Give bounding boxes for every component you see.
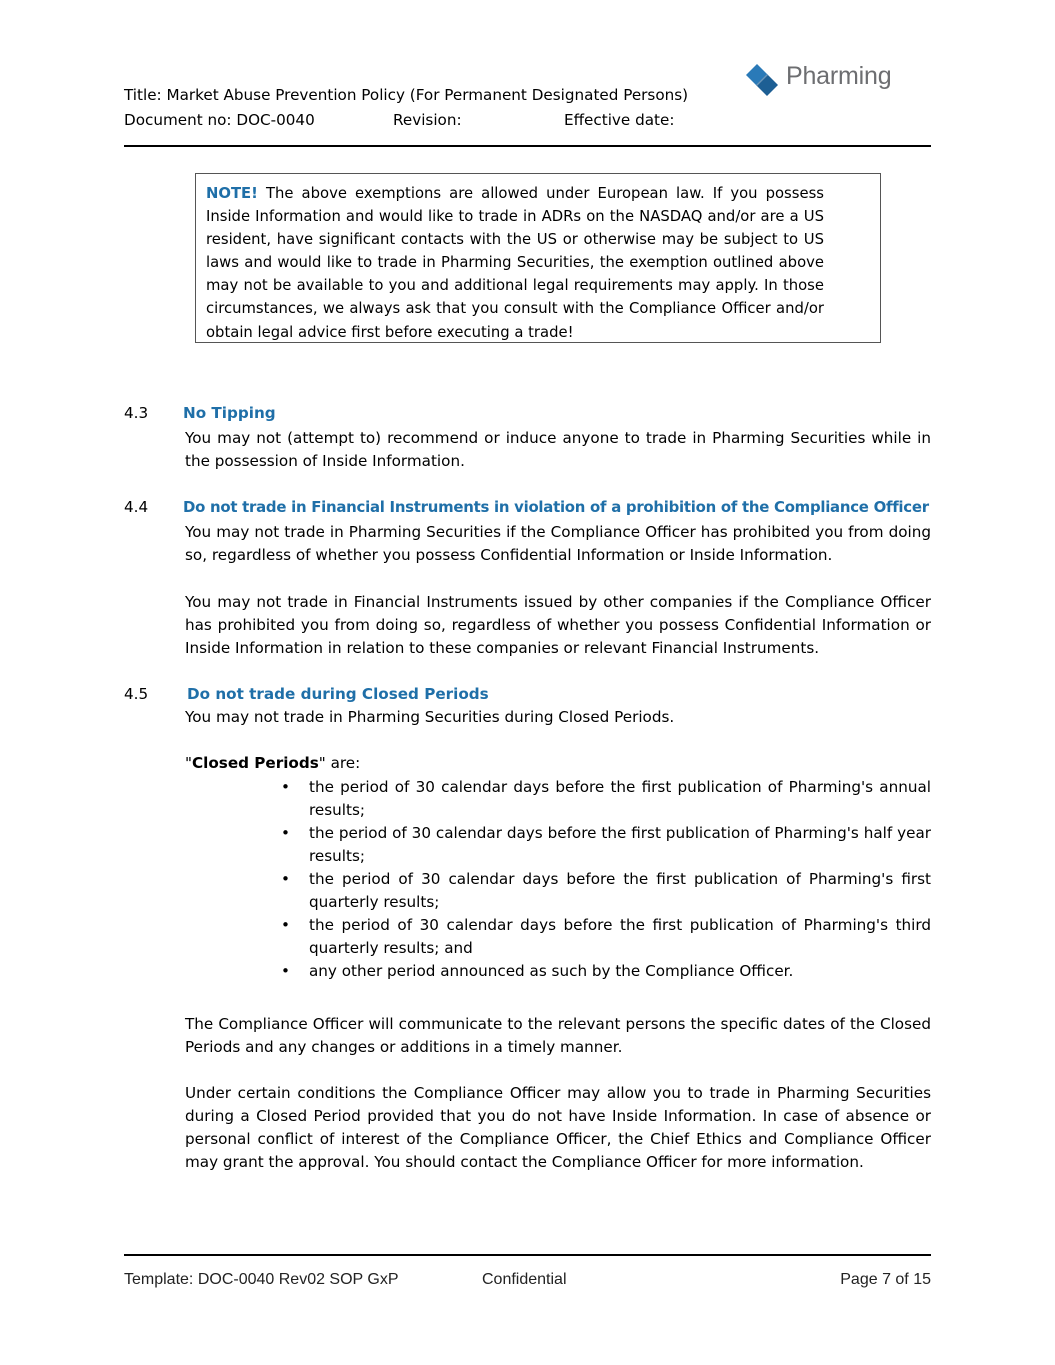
section-number-4-5: 4.5 <box>124 685 149 703</box>
section-number-4-4: 4.4 <box>124 498 149 516</box>
paragraph-4-5-a: You may not trade in Pharming Securities during Closed Periods. <box>185 708 675 726</box>
list-item: • the period of 30 calendar days before the first publication of Pharming's first quarterly results; <box>281 870 931 911</box>
note-text: The above exemptions are allowed under European law. If you possess Inside Information and would like to trade in ADRs on the NASDAQ and/or are a US resident, have significant contacts with the US or otherwise may be subject to US laws and would like to trade in Pharming Securities, the exemption outlined above may not be available to you and additional legal requirements may apply. In those circumstances, we always ask that you consult with the Compliance Officer and/or obtain legal advice first before executing a trade! <box>206 185 824 341</box>
section-number-4-3: 4.3 <box>124 404 149 422</box>
note-box <box>195 173 881 343</box>
list-item: • the period of 30 calendar days before the first publication of Pharming's half year results; <box>281 824 931 865</box>
bullet-icon: • <box>281 962 290 980</box>
quote-close: " are: <box>318 754 361 772</box>
paragraph-4-3: You may not (attempt to) recommend or induce anyone to trade in Pharming Securities while in the possession of Inside Information. <box>185 429 931 470</box>
bullet-icon: • <box>281 870 290 888</box>
closed-periods-list <box>185 776 931 983</box>
document-title: Title: Market Abuse Prevention Policy (For Permanent Designated Persons) <box>124 86 689 104</box>
section-title-closed-periods: Do not trade during Closed Periods <box>187 685 489 703</box>
list-item: • any other period announced as such by the Compliance Officer. <box>185 960 931 983</box>
quote-open: " <box>185 754 192 772</box>
footer-divider <box>124 1254 931 1256</box>
header-divider <box>124 145 931 147</box>
closed-periods-term: Closed Periods <box>192 754 319 772</box>
paragraph-4-5-b: The Compliance Officer will communicate to the relevant persons the specific dates of the Closed Periods and any changes or additions in a timely manner. <box>185 1015 931 1056</box>
document-number: Document no: DOC-0040 <box>124 111 315 129</box>
pharming-logo-icon <box>742 60 782 100</box>
footer-confidential: Confidential <box>482 1271 567 1288</box>
logo-wordmark: Pharming <box>786 62 892 90</box>
paragraph-4-4-b: You may not trade in Financial Instruments issued by other companies if the Compliance Officer has prohibited you from doing so, regardless of whether you possess Confidential Information or Inside Information in relation to these companies or relevant Financial Instruments. <box>185 593 931 657</box>
effective-date-label: Effective date: <box>564 111 675 129</box>
footer-template: Template: DOC-0040 Rev02 SOP GxP <box>124 1271 399 1288</box>
bullet-icon: • <box>281 916 290 934</box>
section-title-no-tipping: No Tipping <box>183 404 276 422</box>
list-item: • the period of 30 calendar days before the first publication of Pharming's third quarterly results; and <box>281 916 931 957</box>
pharming-logo <box>742 60 892 100</box>
note-label: NOTE! <box>206 185 258 202</box>
paragraph-4-5-c: Under certain conditions the Compliance Officer may allow you to trade in Pharming Securities during a Closed Period provided that you do not have Inside Information. In case of absence or personal conflict of interest of the Compliance Officer, the Chief Ethics and Compliance Officer may grant the approval. You should contact the Compliance Officer for more information. <box>185 1084 931 1171</box>
list-item: • the period of 30 calendar days before the first publication of Pharming's annual results; <box>281 778 931 819</box>
revision-label: Revision: <box>393 111 462 129</box>
document-meta <box>124 109 724 132</box>
section-title-prohibition: Do not trade in Financial Instruments in violation of a prohibition of the Compliance Officer <box>183 498 929 516</box>
bullet-icon: • <box>281 778 290 796</box>
paragraph-4-4-a: You may not trade in Pharming Securities if the Compliance Officer has prohibited you from doing so, regardless of whether you possess Confidential Information or Inside Information. <box>185 523 931 564</box>
closed-periods-intro <box>185 752 931 775</box>
footer-page-number: Page 7 of 15 <box>840 1271 931 1288</box>
bullet-icon: • <box>281 824 290 842</box>
